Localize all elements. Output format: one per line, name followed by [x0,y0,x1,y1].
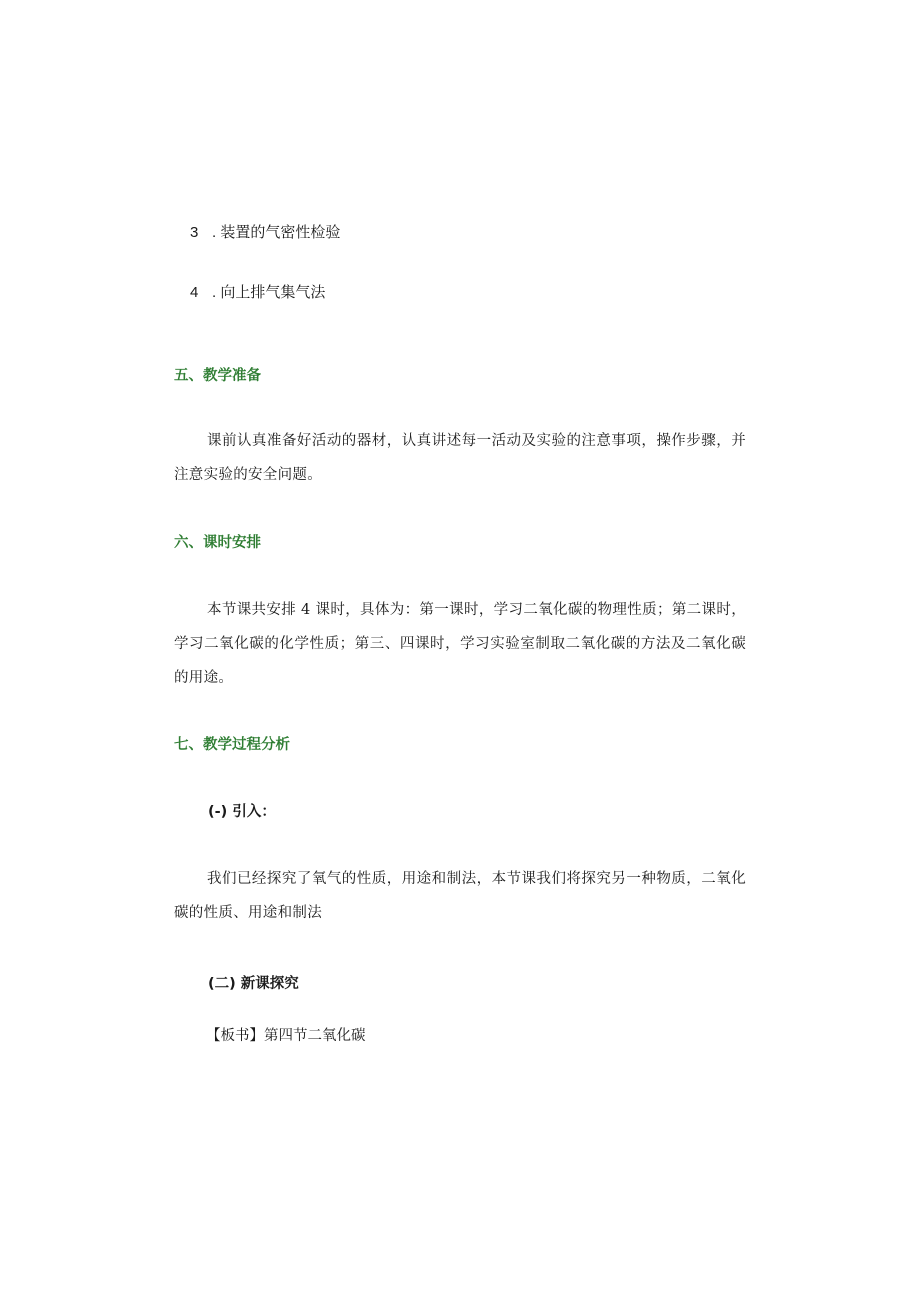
section-heading-process: 七、教学过程分析 [174,737,290,753]
paragraph-intro: 我们已经探究了氧气的性质，用途和制法，本节课我们将探究另一种物质，二氧化碳的性质、用途和制法 [174,871,746,921]
section-heading-teaching-prep: 五、教学准备 [174,368,261,384]
list-text: . 装置的气密性检验 [212,224,341,241]
subheading-new-lesson: (二) 新课探究 [208,976,299,992]
subheading-intro: (-) 引入： [208,804,276,820]
list-text: . 向上排气集气法 [212,284,326,301]
list-item-3 [190,222,340,243]
board-note: 【板书】第四节二氧化碳 [206,1028,366,1044]
list-number: 4 [190,284,199,301]
paragraph-schedule: 本节课共安排 4 课时，具体为：第一课时，学习二氧化碳的物理性质；第二课时，学习二氧化碳的化学性质；第三、四课时，学习实验室制取二氧化碳的方法及二氧化碳的用途。 [174,602,746,686]
section-heading-schedule: 六、课时安排 [174,535,261,551]
list-number: 3 [190,224,199,241]
list-item-4 [190,282,325,303]
paragraph-teaching-prep: 课前认真准备好活动的器材，认真讲述每一活动及实验的注意事项，操作步骤，并注意实验的安全问题。 [174,433,746,483]
